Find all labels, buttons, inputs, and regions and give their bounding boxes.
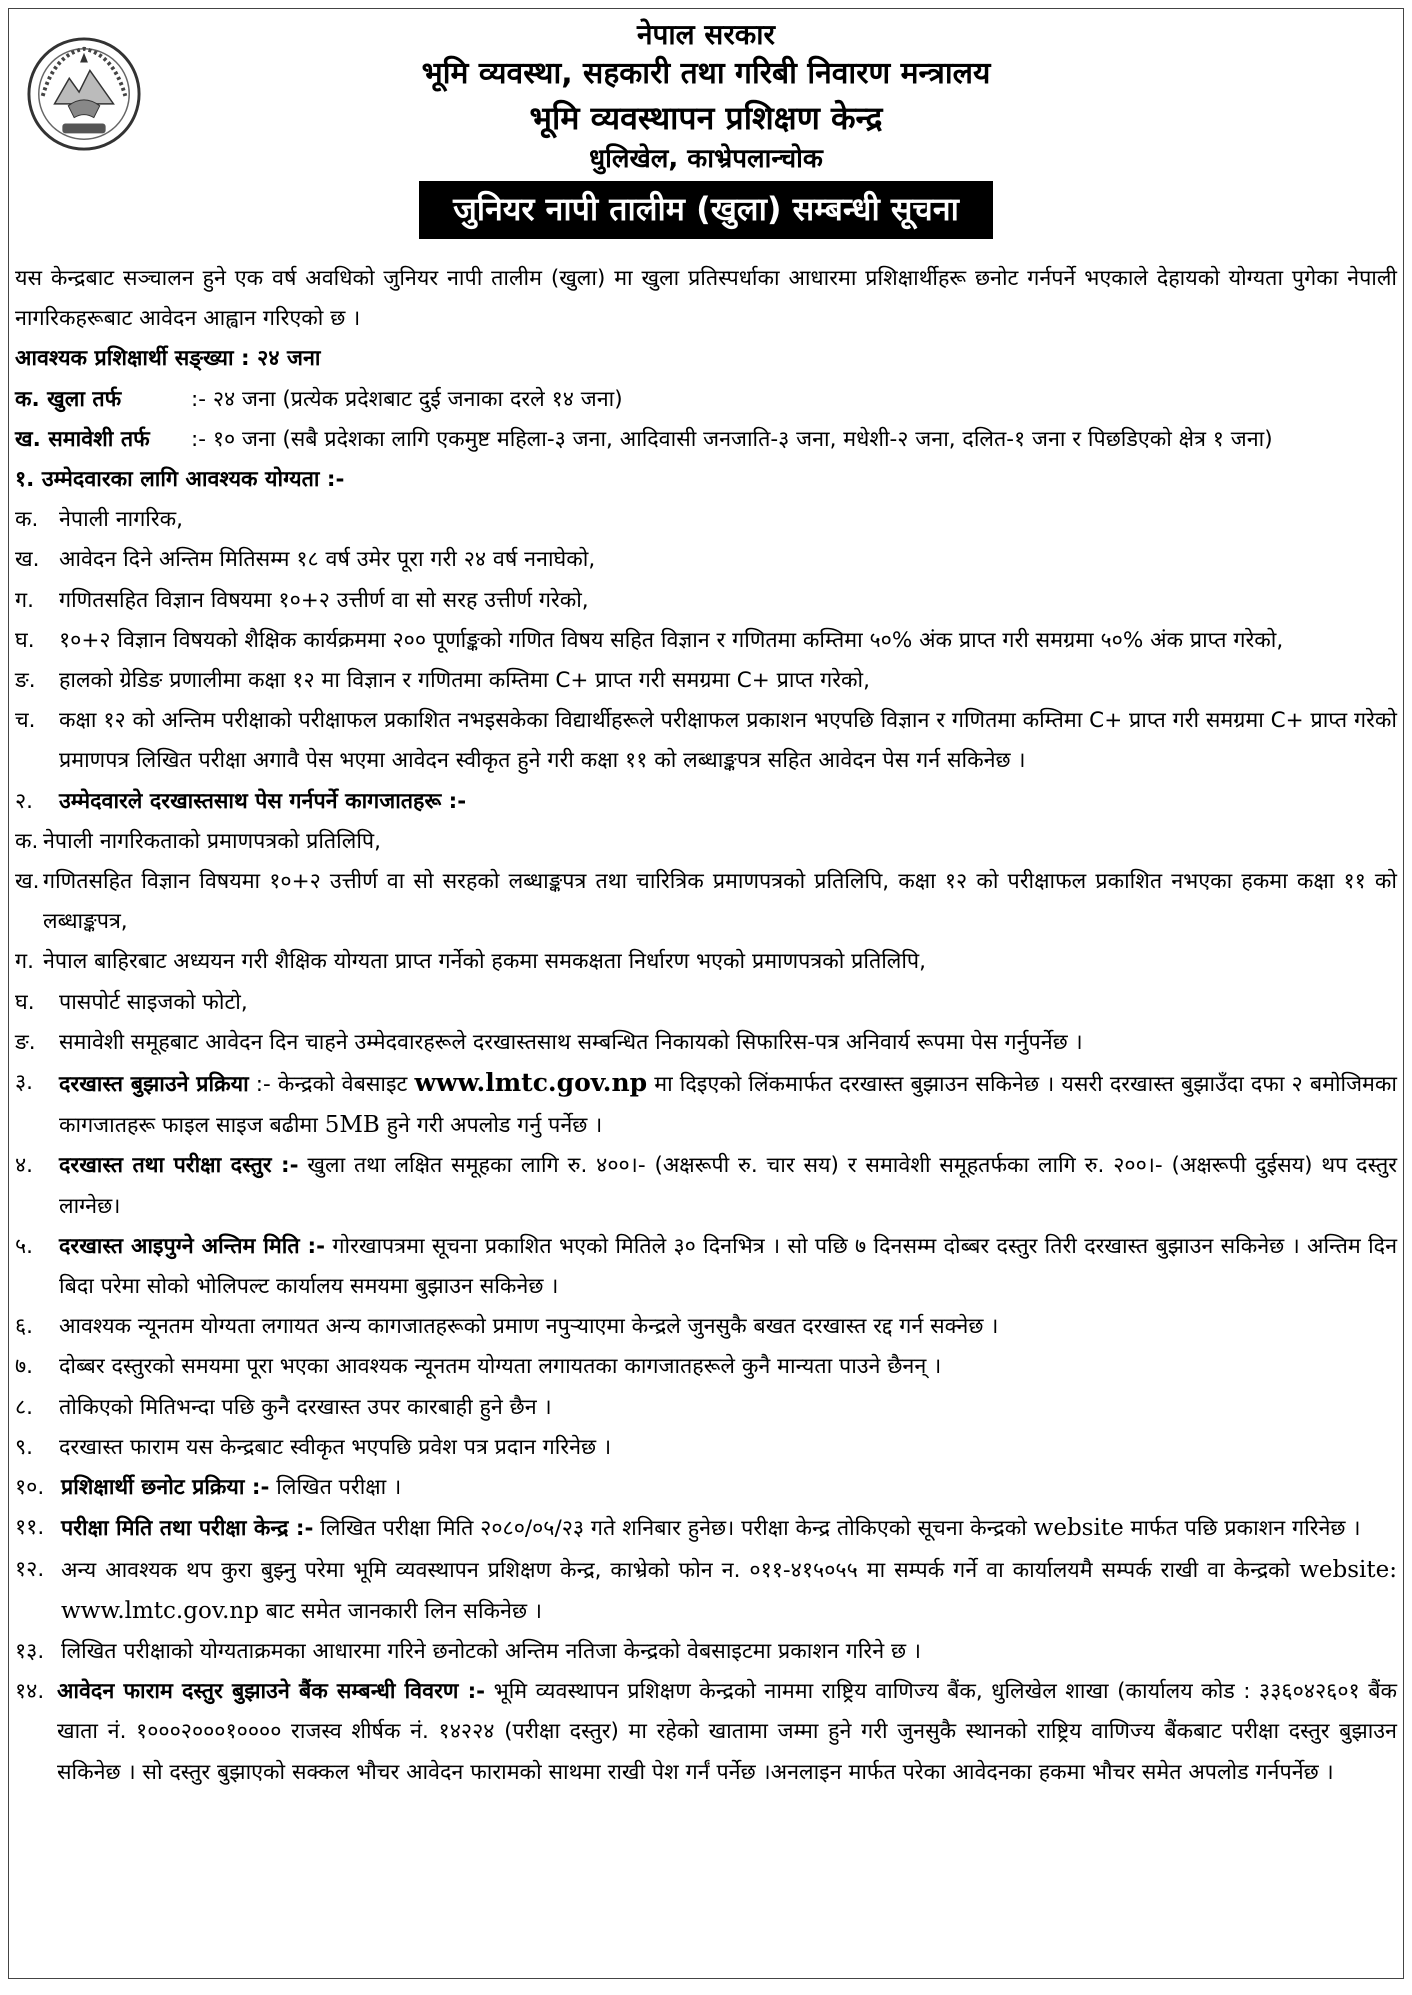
section-number: ११.: [15, 1515, 45, 1541]
section-text: दोब्बर दस्तुरको समयमा पूरा भएका आवश्यक न्यूनतम योग्यता लगायतका कागजातहरूले कुनै मान्यता पाउने छैनन् ।: [59, 1354, 942, 1380]
section12: [15, 1550, 1397, 1632]
section-text: [57, 1672, 1397, 1793]
item-number: च.: [15, 708, 36, 734]
item-text: हालको ग्रेडिङ प्रणालीमा कक्षा १२ मा विज्ञान र गणितमा कम्तिमा C+ प्राप्त गरी समग्रमा C+ प्राप्त गरेको,: [59, 668, 870, 694]
seats-open-label: क. खुला तर्फ: [15, 386, 122, 412]
list-item: [15, 701, 1397, 781]
section14: [15, 1672, 1397, 1793]
section-label: दरखास्त बुझाउने प्रक्रिया: [59, 1072, 249, 1098]
item-text: आवेदन दिने अन्तिम मितिसम्म १८ वर्ष उमेर पूरा गरी २४ वर्ष ननाघेको,: [59, 547, 596, 573]
item-number: क.: [15, 507, 39, 533]
item-number: घ.: [15, 627, 35, 653]
seats-total: आवश्यक प्रशिक्षार्थी सङ्ख्या : २४ जना: [15, 346, 321, 372]
section-text-end: हुने गरी अपलोड गर्नु पर्नेछ ।: [386, 1113, 603, 1139]
section11: [15, 1508, 1397, 1549]
list-item: [15, 621, 1397, 661]
section-number: ८.: [15, 1394, 34, 1420]
item-number: ग.: [15, 949, 34, 975]
section-number: १०.: [15, 1475, 45, 1501]
list-item: [15, 983, 1397, 1023]
section-body: भूमि व्यवस्थापन प्रशिक्षण केन्द्रको नाममा राष्ट्रिय वाणिज्य बैंक, धुलिखेल शाखा (कार्यालय कोड : ३३६०४२६०१ बैंक खाता नं. १०००२०००१०००० राजस्व शीर्षक नं. १४२२४ (परीक्षा दस्तुर) मा रहेको खातामा जम्मा हुने गरी जुनसुकै स्थानको राष्ट्रिय वाणिज्य बैंकबाट परीक्षा दस्तुर बुझाउन सकिनेछ । सो दस्तुर बुझाएको सक्कल भौचर आवेदन फारामको साथमा राखी पेश गर्नं पर्नेछ ।अनलाइन मार्फत परेका आवेदनका हकमा भौचर समेत अपलोड गर्नपर्नेछ ।: [57, 1679, 1397, 1785]
section-text: [59, 1146, 1397, 1226]
section-text: [59, 1063, 1397, 1146]
seats-inclusive: [15, 420, 1397, 460]
section-label: परीक्षा मिति तथा परीक्षा केन्द्र :-: [61, 1516, 314, 1542]
section2-heading: [15, 782, 1397, 822]
section6: [15, 1307, 1397, 1347]
item-number: क.: [15, 828, 39, 854]
section1-list: [15, 500, 1397, 781]
item-number: घ.: [15, 989, 35, 1015]
seats-open-text: :- २४ जना (प्रत्येक प्रदेशबाट दुई जनाका दरले १४ जना): [191, 386, 623, 412]
section-number: ५.: [15, 1233, 34, 1259]
section3: [15, 1063, 1397, 1146]
section-number: १२.: [15, 1556, 45, 1582]
item-text: १०+२ विज्ञान विषयको शैक्षिक कार्यक्रममा २०० पूर्णाङ्कको गणित विषय सहित विज्ञान र गणितमा कम्तिमा ५०% अंक प्राप्त गरी समग्रमा ५०% अंक प्राप्त गरेको,: [59, 627, 1284, 653]
section-number: ९.: [15, 1434, 34, 1460]
seats-inclusive-text: :- १० जना (सबै प्रदेशका लागि एकमुष्ट महिला-३ जना, आदिवासी जनजाति-३ जना, मधेशी-२ जना, दलित-१ जना र पिछडिएको क्षेत्र १ जना): [191, 426, 1273, 452]
list-item: [15, 862, 1397, 942]
section-text: दरखास्त फाराम यस केन्द्रबाट स्वीकृत भएपछि प्रवेश पत्र प्रदान गरिनेछ ।: [59, 1434, 612, 1460]
section-text: [61, 1508, 1397, 1549]
section-body: खुला तथा लक्षित समूहका लागि रु. ४००।- (अक्षरूपी रु. चार सय) र समावेशी समूहतर्फका लागि रु. २००।- (अक्षरूपी दुईसय) थप दस्तुर लाग्नेछ।: [59, 1153, 1397, 1219]
section-text: लिखित परीक्षाको योग्यताक्रमका आधारमा गरिने छनोटको अन्तिम नतिजा केन्द्रको वेबसाइटमा प्रकाशन गरिने छ ।: [61, 1638, 922, 1664]
website-word: website: [1033, 1515, 1124, 1542]
notice-page: [8, 8, 1404, 1979]
item-text: नेपाली नागरिक,: [59, 507, 184, 533]
center-location: धुलिखेल, काभ्रेपलान्चोक: [589, 144, 823, 174]
item-number: ङ.: [15, 668, 36, 694]
list-item: [15, 661, 1397, 701]
section-number: ३.: [15, 1070, 34, 1096]
item-text: नेपाली नागरिकताको प्रमाणपत्रको प्रतिलिपि,: [43, 828, 381, 854]
section-text: [61, 1468, 1397, 1508]
list-item: [15, 822, 1397, 862]
section-number: ४.: [15, 1153, 34, 1179]
section2-list: [15, 822, 1397, 1063]
section1-heading: १. उम्मेदवारका लागि आवश्यक योग्यता :-: [15, 467, 345, 493]
section-text-pre: :- केन्द्रको वेबसाइट: [255, 1072, 408, 1098]
section-body: अन्य आवश्यक थप कुरा बुझ्नु परेमा भूमि व्यवस्थापन प्रशिक्षण केन्द्र, काभ्रेको फोन न. ०११-४१५०५५ मा सम्पर्क गर्ने वा कार्यालयमै सम्पर्क राखी वा केन्द्रको: [61, 1557, 1291, 1583]
section-text-post: मा दिइएको लिंकमार्फत दरखास्त बुझाउन सकिनेछ । यसरी दरखास्त बुझाउँदा दफा २ बमोजिमका कागजातहरू फाइल साइज बढीमा: [59, 1072, 1397, 1139]
item-text: पासपोर्ट साइजको फोटो,: [59, 989, 248, 1015]
section10: [15, 1468, 1397, 1508]
item-number: ङ.: [15, 1029, 36, 1055]
notice-title: जुनियर नापी तालीम (खुला) सम्बन्धी सूचना: [419, 181, 993, 239]
item-text: गणितसहित विज्ञान विषयमा १०+२ उत्तीर्ण वा सो सरह उत्तीर्ण गरेको,: [59, 587, 589, 613]
website-link[interactable]: website: www.lmtc.gov.np: [61, 1556, 1397, 1624]
section7: [15, 1347, 1397, 1387]
list-item: [15, 581, 1397, 621]
section4: [15, 1146, 1397, 1226]
section-label: दरखास्त आइपुग्ने अन्तिम मिति :-: [59, 1233, 326, 1259]
section-text: आवश्यक न्यूनतम योग्यता लगायत अन्य कागजातहरूको प्रमाण नपुऱ्याएमा केन्द्रले जुनसुकै बखत दरखास्त रद्द गर्न सक्नेछ ।: [59, 1314, 999, 1340]
section-text: तोकिएको मितिभन्दा पछि कुनै दरखास्त उपर कारबाही हुने छैन ।: [59, 1394, 552, 1420]
list-item: [15, 540, 1397, 580]
section-number: १४.: [15, 1679, 45, 1705]
intro-paragraph: यस केन्द्रबाट सञ्चालन हुने एक वर्ष अवधिको जुनियर नापी तालीम (खुला) मा खुला प्रतिस्पर्धाका आधारमा प्रशिक्षार्थीहरू छनोट गर्नपर्ने भएकाले देहायको योग्यता पुगेका नेपाली नागरिकहरूबाट आवेदन आह्वान गरिएको छ ।: [15, 266, 1397, 332]
section-number: १३.: [15, 1638, 45, 1664]
section-text: [59, 1227, 1397, 1307]
section-body: लिखित परीक्षा ।: [276, 1475, 402, 1501]
section2-number: २.: [15, 788, 34, 814]
government-name: नेपाल सरकार: [636, 18, 776, 51]
section8: [15, 1388, 1397, 1428]
section13: [15, 1632, 1397, 1672]
list-item: [15, 500, 1397, 540]
section-number: ६.: [15, 1314, 34, 1340]
section-text-end: बाट समेत जानकारी लिन सकिनेछ ।: [265, 1598, 543, 1624]
section-body: लिखित परीक्षा मिति २०८०/०५/२३ गते शनिबार हुनेछ। परीक्षा केन्द्र तोकिएको सूचना केन्द्रको: [320, 1516, 1027, 1542]
ministry-name: भूमि व्यवस्था, सहकारी तथा गरिबी निवारण मन्त्रालय: [421, 56, 991, 91]
seats-open: [15, 380, 1397, 420]
file-size-limit: 5MB: [324, 1112, 380, 1139]
section-label: आवेदन फाराम दस्तुर बुझाउने बैंक सम्बन्धी विवरण :-: [57, 1679, 486, 1705]
item-number: ख.: [15, 547, 40, 573]
item-text: कक्षा १२ को अन्तिम परीक्षाको परीक्षाफल प्रकाशित नभइसकेका विद्यार्थीहरूले परीक्षाफल प्रकाशन भएपछि विज्ञान र गणितमा कम्तिमा C+ प्राप्त गरी समग्रमा C+ प्राप्त गरेको प्रमाणपत्र लिखित परीक्षा अगावै पेस भएमा आवेदन स्वीकृत हुने गरी कक्षा ११ को लब्धाङ्कपत्र सहित आवेदन पेस गर्न सकिनेछ ।: [59, 708, 1397, 774]
item-number: ख.: [15, 869, 40, 895]
section9: [15, 1428, 1397, 1468]
section-label: दरखास्त तथा परीक्षा दस्तुर :-: [59, 1153, 299, 1179]
notice-header: [9, 17, 1403, 239]
section-text-end: मार्फत पछि प्रकाशन गरिनेछ ।: [1130, 1516, 1361, 1542]
seats-inclusive-label: ख. समावेशी तर्फ: [15, 426, 150, 452]
center-name: भूमि व्यवस्थापन प्रशिक्षण केन्द्र: [529, 99, 883, 137]
section2-title: उम्मेदवारले दरखास्तसाथ पेस गर्नपर्ने कागजातहरू :-: [59, 788, 467, 814]
section-text: [61, 1550, 1397, 1632]
item-text: गणितसहित विज्ञान विषयमा १०+२ उत्तीर्ण वा सो सरहको लब्धाङ्कपत्र तथा चारित्रिक प्रमाणपत्रको प्रतिलिपि, कक्षा १२ को परीक्षाफल प्रकाशित नभएका हकमा कक्षा ११ को लब्धाङ्कपत्र,: [43, 869, 1397, 935]
item-number: ग.: [15, 587, 34, 613]
notice-body: [15, 259, 1397, 1793]
section-number: ७.: [15, 1354, 34, 1380]
website-link[interactable]: www.lmtc.gov.np: [414, 1068, 648, 1098]
list-item: [15, 1023, 1397, 1063]
item-text: नेपाल बाहिरबाट अध्ययन गरी शैक्षिक योग्यता प्राप्त गर्नेको हकमा समकक्षता निर्धारण भएको प्रमाणपत्रको प्रतिलिपि,: [43, 949, 926, 975]
section-body: गोरखापत्रमा सूचना प्रकाशित भएको मितिले ३० दिनभित्र । सो पछि ७ दिनसम्म दोब्बर दस्तुर तिरी दरखास्त बुझाउन सकिनेछ । अन्तिम दिन बिदा परेमा सोको भोलिपल्ट कार्यालय समयमा बुझाउन सकिनेछ ।: [59, 1233, 1398, 1300]
section5: [15, 1227, 1397, 1307]
section-label: प्रशिक्षार्थी छनोट प्रक्रिया :-: [61, 1475, 270, 1501]
item-text: समावेशी समूहबाट आवेदन दिन चाहने उम्मेदवारहरूले दरखास्तसाथ सम्बन्धित निकायको सिफारिस-पत्र अनिवार्य रूपमा पेस गर्नुपर्नेछ ।: [59, 1029, 1083, 1055]
list-item: [15, 942, 1397, 982]
